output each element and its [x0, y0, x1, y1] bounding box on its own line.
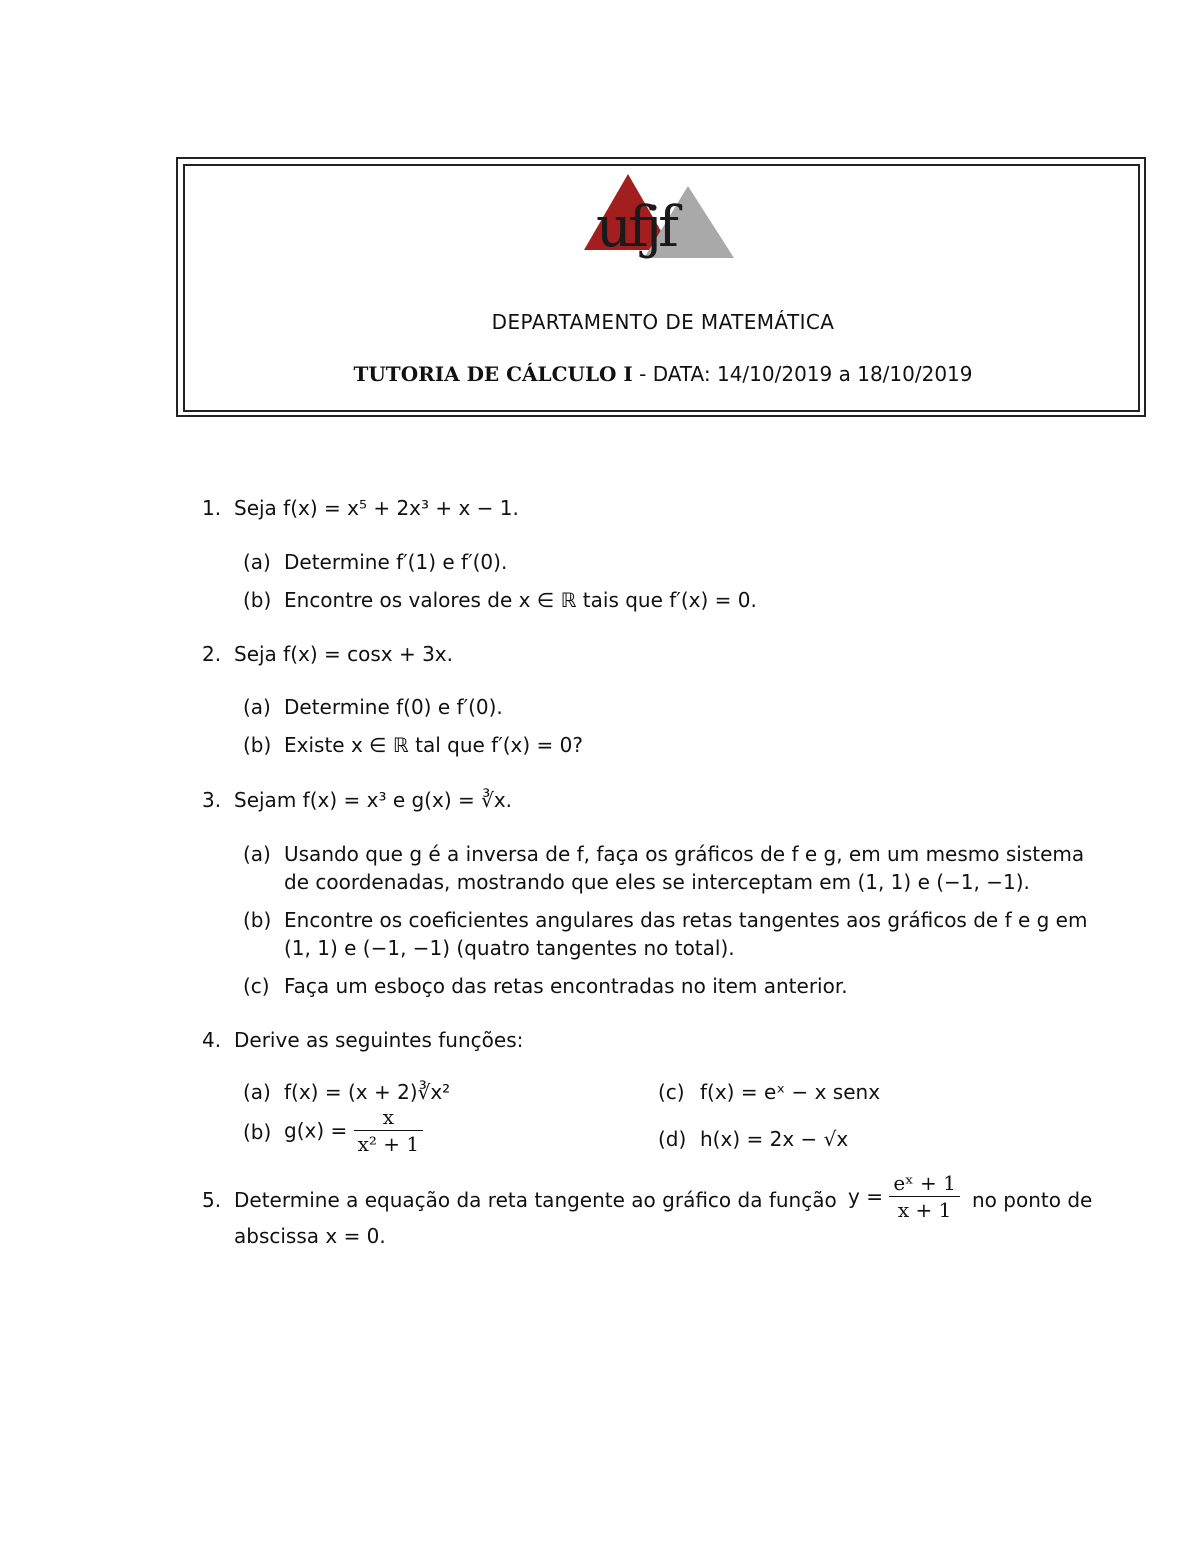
q2-number: 2. — [202, 642, 222, 666]
q1-stem: Seja f(x) = x⁵ + 2x³ + x − 1. — [234, 496, 519, 520]
q4b-formula — [284, 1104, 423, 1157]
title-date: - DATA: 14/10/2019 a 18/10/2019 — [632, 362, 973, 386]
q4b-denominator: x² + 1 — [354, 1130, 424, 1157]
q2b-text: Existe x ∈ ℝ tal que f′(x) = 0? — [284, 733, 584, 757]
q4a-formula: f(x) = (x + 2)∛x² — [284, 1080, 451, 1104]
q2-stem: Seja f(x) = cosx + 3x. — [234, 642, 454, 666]
q3b-line1: Encontre os coeficientes angulares das retas tangentes aos gráficos de f e g em — [284, 908, 1088, 932]
q5-text: Determine a equação da reta tangente ao gráfico da função — [234, 1188, 837, 1212]
q1a-label: (a) — [243, 550, 271, 574]
q3a-line2: de coordenadas, mostrando que eles se interceptam em (1, 1) e (−1, −1). — [284, 870, 1030, 894]
q3b-line2: (1, 1) e (−1, −1) (quatro tangentes no total). — [284, 936, 735, 960]
q1b-label: (b) — [243, 588, 272, 612]
q2b-label: (b) — [243, 733, 272, 757]
q4-stem: Derive as seguintes funções: — [234, 1028, 524, 1052]
q4b-label: (b) — [243, 1120, 272, 1144]
department-name: DEPARTAMENTO DE MATEMÁTICA — [491, 310, 835, 334]
logo-text: ufjf — [596, 195, 675, 260]
q5-denominator: x + 1 — [889, 1196, 960, 1223]
q3a-label: (a) — [243, 842, 271, 866]
document-title — [0, 362, 1200, 386]
ufjf-logo — [582, 172, 734, 276]
q1-number: 1. — [202, 496, 222, 520]
q1a-text: Determine f′(1) e f′(0). — [284, 550, 508, 574]
title-bold: TUTORIA DE CÁLCULO I — [353, 362, 633, 386]
q5-numerator: eˣ + 1 — [893, 1171, 956, 1195]
q1b-text: Encontre os valores de x ∈ ℝ tais que f′(x) = 0. — [284, 588, 757, 612]
q4c-formula: f(x) = eˣ − x senx — [700, 1080, 881, 1104]
q4-number: 4. — [202, 1028, 222, 1052]
q5-number: 5. — [202, 1188, 222, 1212]
q5-fraction — [889, 1170, 960, 1223]
q4b-numerator: x — [382, 1105, 395, 1129]
q4b-fraction — [354, 1104, 424, 1157]
q3-number: 3. — [202, 788, 222, 812]
q5-line2: abscissa x = 0. — [234, 1224, 386, 1248]
q3-stem: Sejam f(x) = x³ e g(x) = ∛x. — [234, 788, 513, 812]
q4b-lhs: g(x) = — [284, 1118, 348, 1143]
q5-formula — [848, 1170, 960, 1223]
q4a-label: (a) — [243, 1080, 271, 1104]
q3b-label: (b) — [243, 908, 272, 932]
q4d-formula: h(x) = 2x − √x — [700, 1127, 849, 1151]
q3a-line1: Usando que g é a inversa de f, faça os gráficos de f e g, em um mesmo sistema — [284, 842, 1085, 866]
q3c-text: Faça um esboço das retas encontradas no item anterior. — [284, 974, 848, 998]
q3c-label: (c) — [243, 974, 270, 998]
q2a-text: Determine f(0) e f′(0). — [284, 695, 503, 719]
q4c-label: (c) — [658, 1080, 685, 1104]
q5-text-end: no ponto de — [972, 1188, 1093, 1212]
q2a-label: (a) — [243, 695, 271, 719]
q4d-label: (d) — [658, 1127, 687, 1151]
q5-lhs: y = — [848, 1184, 883, 1209]
